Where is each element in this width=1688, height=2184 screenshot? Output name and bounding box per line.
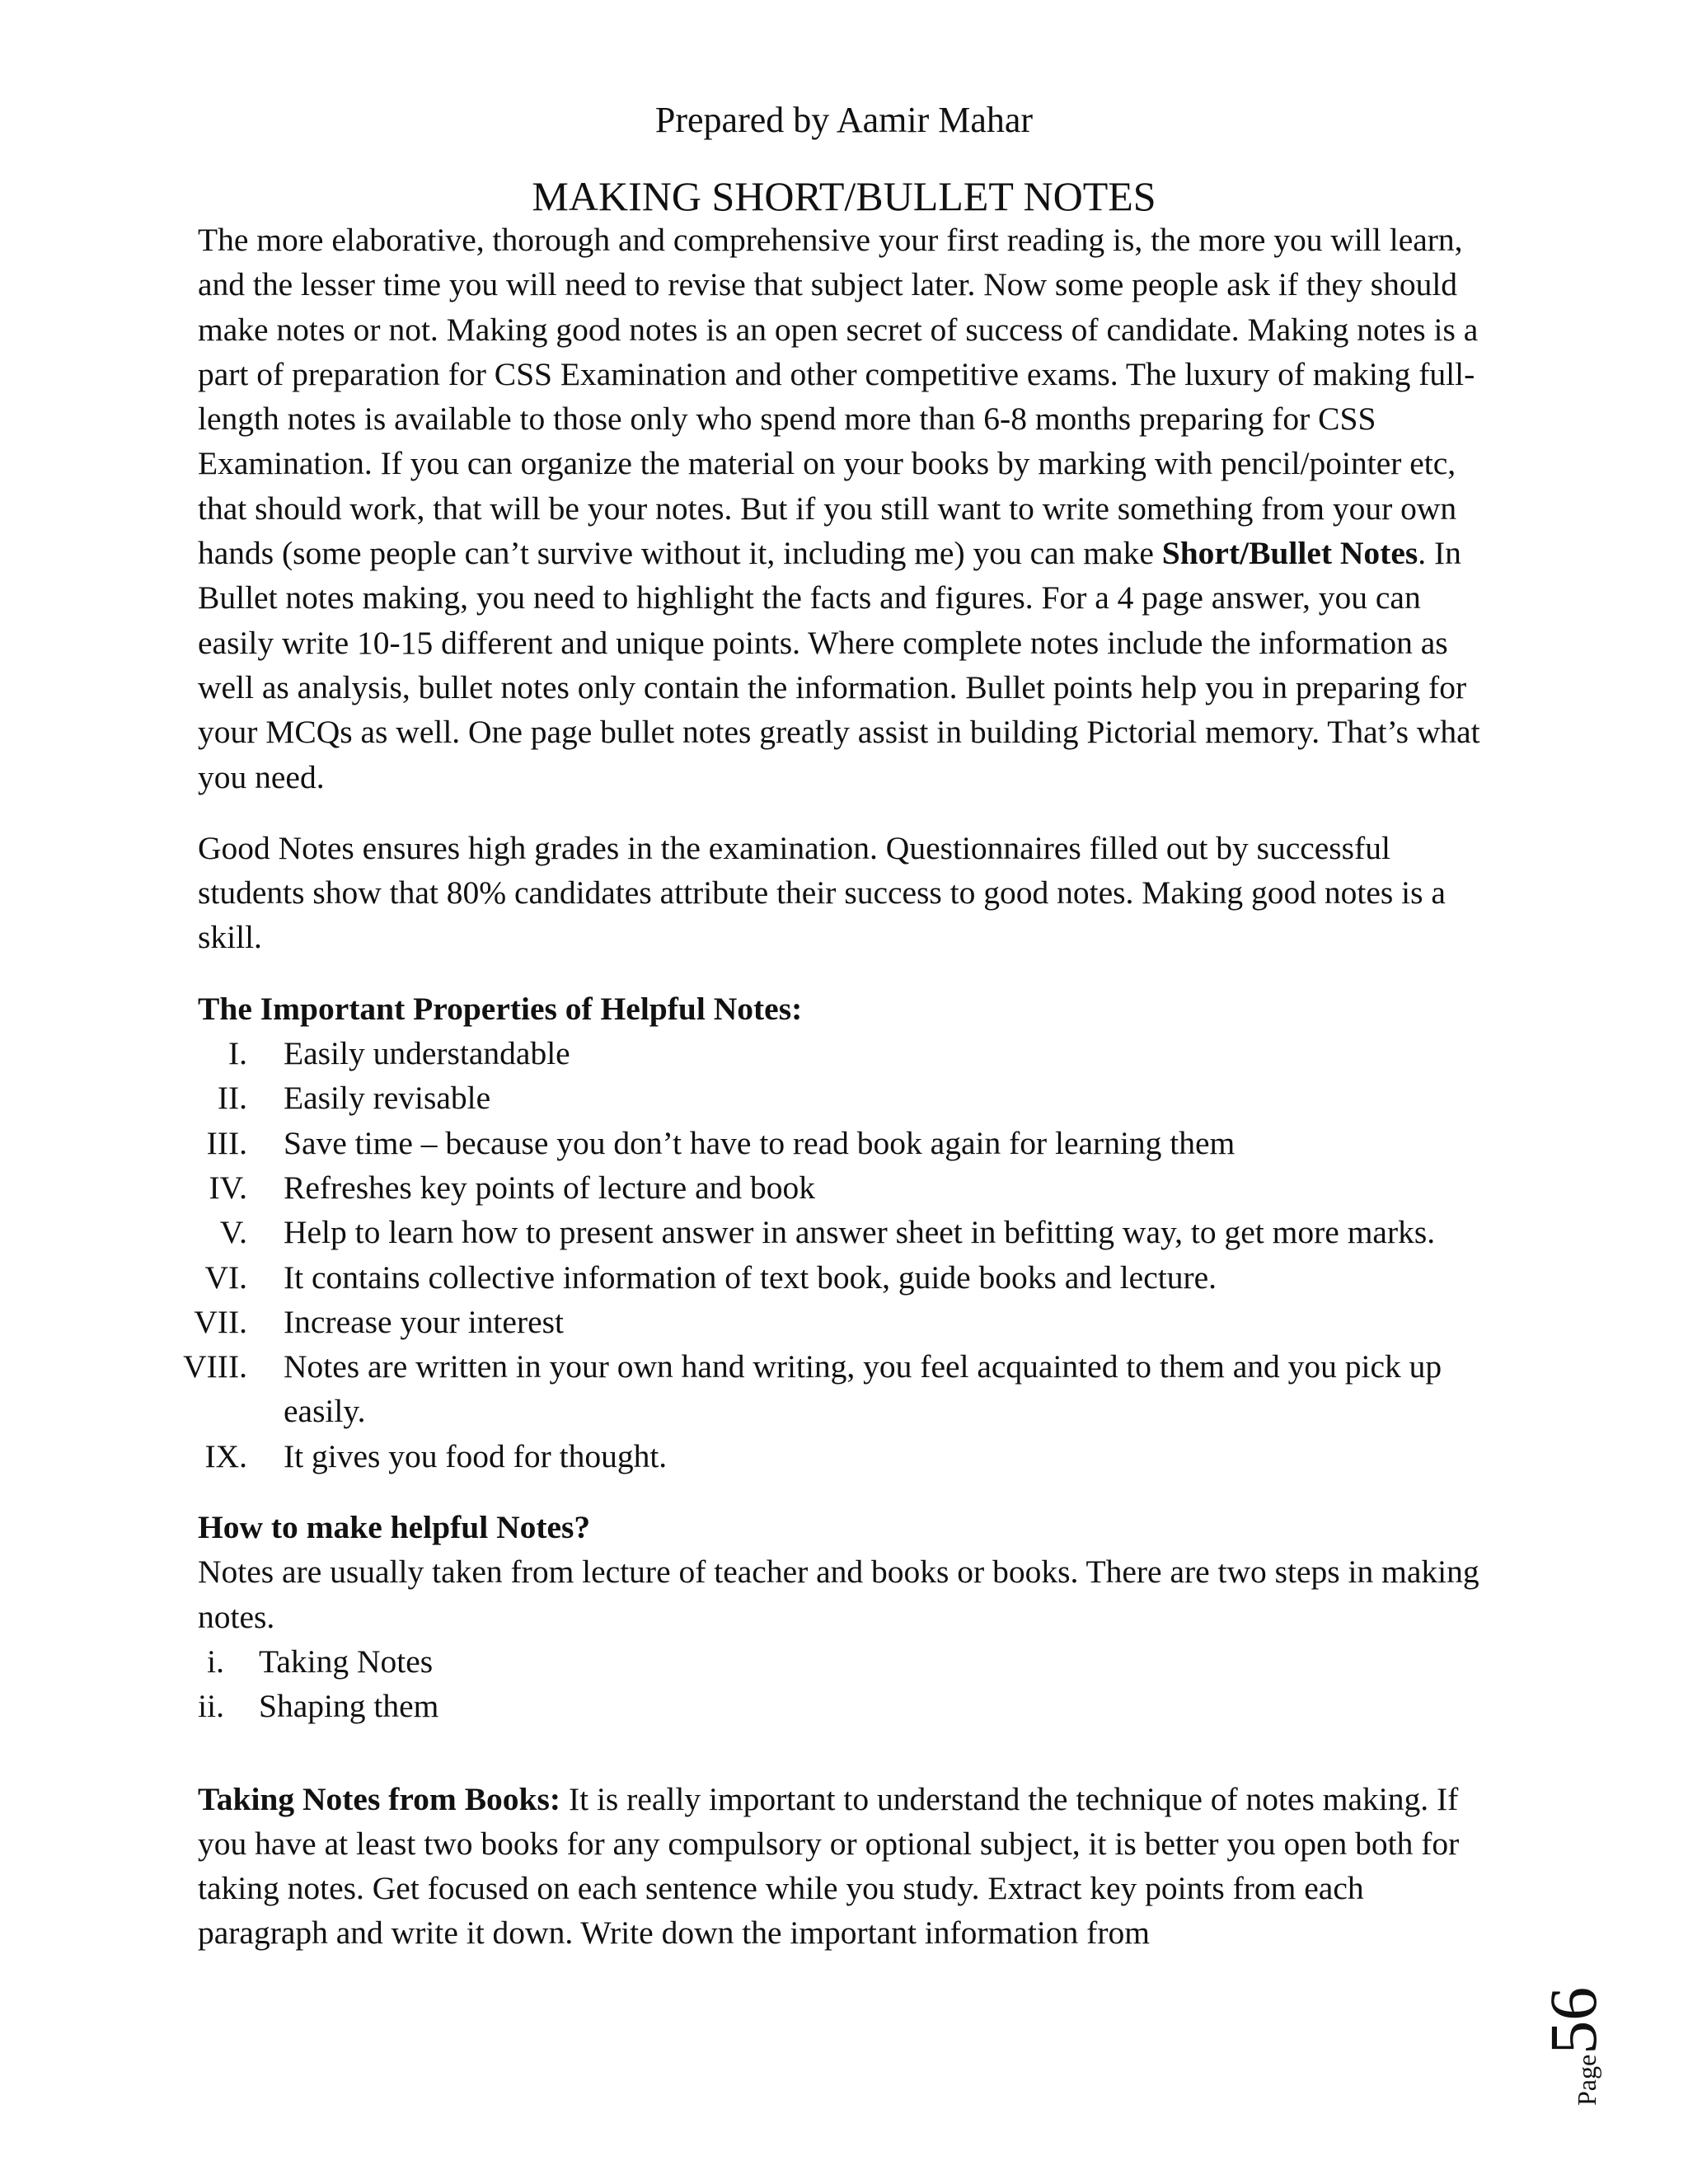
list-item — [198, 1684, 1484, 1728]
intro-bold-term: Short/Bullet Notes — [1161, 535, 1418, 572]
list-item — [198, 1121, 1484, 1165]
page-header: Prepared by Aamir Mahar — [654, 100, 1034, 140]
list-item-number: ii. — [198, 1688, 224, 1725]
list-item-text: Increase your interest — [284, 1303, 564, 1340]
list-item-number: i. — [207, 1643, 224, 1680]
list-item-number: IV. — [209, 1169, 247, 1206]
list-item — [198, 1031, 1484, 1076]
taking-notes-text: It is really important to understand the technique of notes making. If you have at least two books for any compulsory or optional subject, it is better you open both for taking notes. Get focused on each sentence while you study. Extract key points from each paragraph and write it down. Write down the important information from — [198, 1780, 1460, 1952]
page-number-value: 56 — [1536, 1986, 1611, 2055]
list-item-number: V. — [219, 1214, 247, 1251]
taking-notes-heading: Taking Notes from Books: — [198, 1780, 561, 1817]
list-item — [198, 1076, 1484, 1120]
main-content — [183, 218, 1484, 1956]
intro-text-part1: The more elaborative, thorough and comprehensive your first reading is, the more you will learn, and the lesser time you will need to revise that subject later. Now some people ask if they should make notes or not. Making good notes is an open secret of success of candidate. Making notes is a part of preparation for CSS Examination and other competitive exams. The luxury of making full-length notes is available to those only who spend more than 6-8 months preparing for CSS Examination. If you can organize the material on your books by marking with pencil/pointer etc, that should work, that will be your notes. But if you still want to write something from your own hands (some people can’t survive without it, including me) you can make — [198, 222, 1479, 572]
list-item — [198, 1255, 1484, 1300]
list-item — [198, 1165, 1484, 1210]
page-title: MAKING SHORT/BULLET NOTES — [532, 173, 1156, 219]
taking-notes-paragraph — [198, 1777, 1484, 1956]
how-to-heading: How to make helpful Notes? — [198, 1509, 591, 1546]
list-item-text: Help to learn how to present answer in answer sheet in befitting way, to get more marks. — [284, 1214, 1436, 1251]
properties-heading: The Important Properties of Helpful Notes: — [198, 990, 803, 1027]
list-item-number: I. — [227, 1035, 247, 1072]
list-item-text: Refreshes key points of lecture and book — [284, 1169, 815, 1206]
second-paragraph: Good Notes ensures high grades in the examination. Questionnaires filled out by successful students show that 80% candidates attribute their success to good notes. Making good notes is a skill. — [198, 829, 1446, 956]
list-item-text: Notes are written in your own hand writing, you feel acquainted to them and you pick up easily. — [284, 1348, 1442, 1430]
list-item — [198, 1210, 1484, 1254]
list-item-text: Easily revisable — [284, 1080, 491, 1117]
list-item-text: Save time – because you don’t have to read book again for learning them — [284, 1124, 1236, 1161]
list-item-number: VI. — [204, 1258, 247, 1296]
page-word: Page — [1572, 2054, 1601, 2106]
list-item-number: IX. — [204, 1437, 247, 1474]
list-item-text: Easily understandable — [284, 1035, 570, 1072]
page-number — [1535, 1945, 1611, 2106]
intro-paragraph — [198, 218, 1484, 799]
list-item-text: It gives you food for thought. — [284, 1437, 668, 1474]
list-item — [198, 1639, 1484, 1684]
steps-list — [198, 1639, 1484, 1729]
how-to-text: Notes are usually taken from lecture of teacher and books or books. There are two steps in making notes. — [198, 1554, 1479, 1635]
list-item-text: Taking Notes — [259, 1643, 434, 1680]
list-item — [198, 1434, 1484, 1479]
list-item-number: VIII. — [183, 1348, 247, 1385]
list-item-number: VII. — [194, 1303, 247, 1340]
list-item-text: Shaping them — [259, 1688, 439, 1725]
list-item — [194, 1300, 1484, 1344]
properties-list — [183, 1031, 1484, 1479]
list-item — [183, 1344, 1484, 1434]
list-item-number: II. — [217, 1080, 247, 1117]
list-item-number: III. — [206, 1124, 247, 1161]
list-item-text: It contains collective information of text book, guide books and lecture. — [284, 1258, 1217, 1296]
intro-text-part2: . In Bullet notes making, you need to highlight the facts and figures. For a 4 page answer, you can easily write 10-15 different and unique points. Where complete notes include the information as well as analysis, bullet notes only contain the information. Bullet points help you in preparing for your MCQs as well. One page bullet notes greatly assist in building Pictorial memory. That’s what you need. — [198, 535, 1480, 795]
